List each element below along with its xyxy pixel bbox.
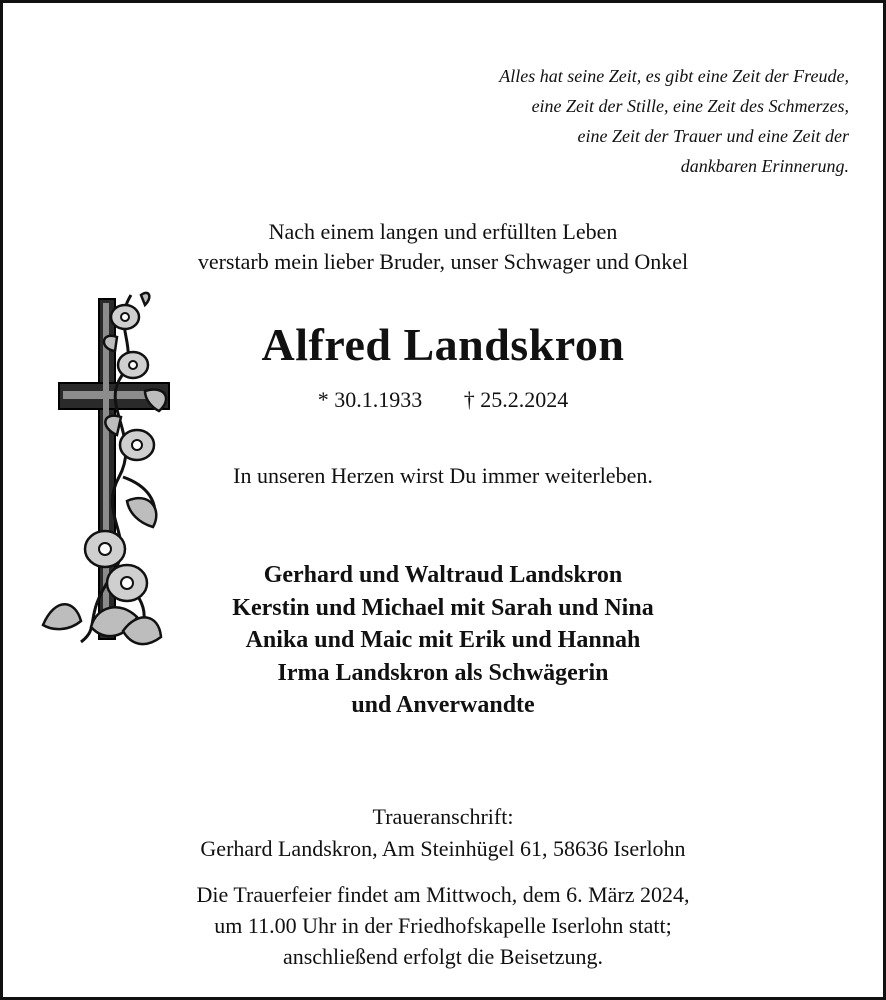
mourner-line: Gerhard und Waltraud Landskron [263,562,623,588]
mourners-list [3,559,883,722]
quote-line: dankbaren Erinnerung. [680,156,849,176]
intro-text [3,217,883,277]
quote-line: eine Zeit der Trauer und eine Zeit der [577,126,849,146]
mourning-address [3,801,883,865]
funeral-line: Die Trauerfeier findet am Mittwoch, dem 6. März 2024, [196,882,690,907]
motto: In unseren Herzen wirst Du immer weiterleben. [233,463,653,488]
intro-line: verstarb mein lieber Bruder, unser Schwager und Onkel [197,249,689,274]
birth-date: * 30.1.1933 [317,387,423,412]
mourner-line: Irma Landskron als Schwägerin [277,659,609,686]
mourner-line: Anika und Maic mit Erik und Hannah [245,627,641,653]
deceased-name: Alfred Landskron [261,319,625,370]
mourner-line: Kerstin und Michael mit Sarah und Nina [232,594,654,621]
death-date: † 25.2.2024 [463,387,569,412]
funeral-line: anschließend erfolgt die Beisetzung. [282,944,604,969]
mourner-line: und Anverwandte [351,692,535,718]
quote-line: eine Zeit der Stille, eine Zeit des Schmerzes, [531,96,849,116]
quote-line: Alles hat seine Zeit, es gibt eine Zeit der Freude, [499,66,849,86]
address-value: Gerhard Landskron, Am Steinhügel 61, 58636 Iserlohn [200,836,686,861]
intro-line: Nach einem langen und erfüllten Leben [268,219,618,244]
address-label: Traueranschrift: [372,804,514,829]
funeral-info [3,879,883,972]
life-dates [3,385,883,415]
funeral-line: um 11.00 Uhr in der Friedhofskapelle Iserlohn statt; [214,913,672,938]
opening-quote [289,61,849,181]
